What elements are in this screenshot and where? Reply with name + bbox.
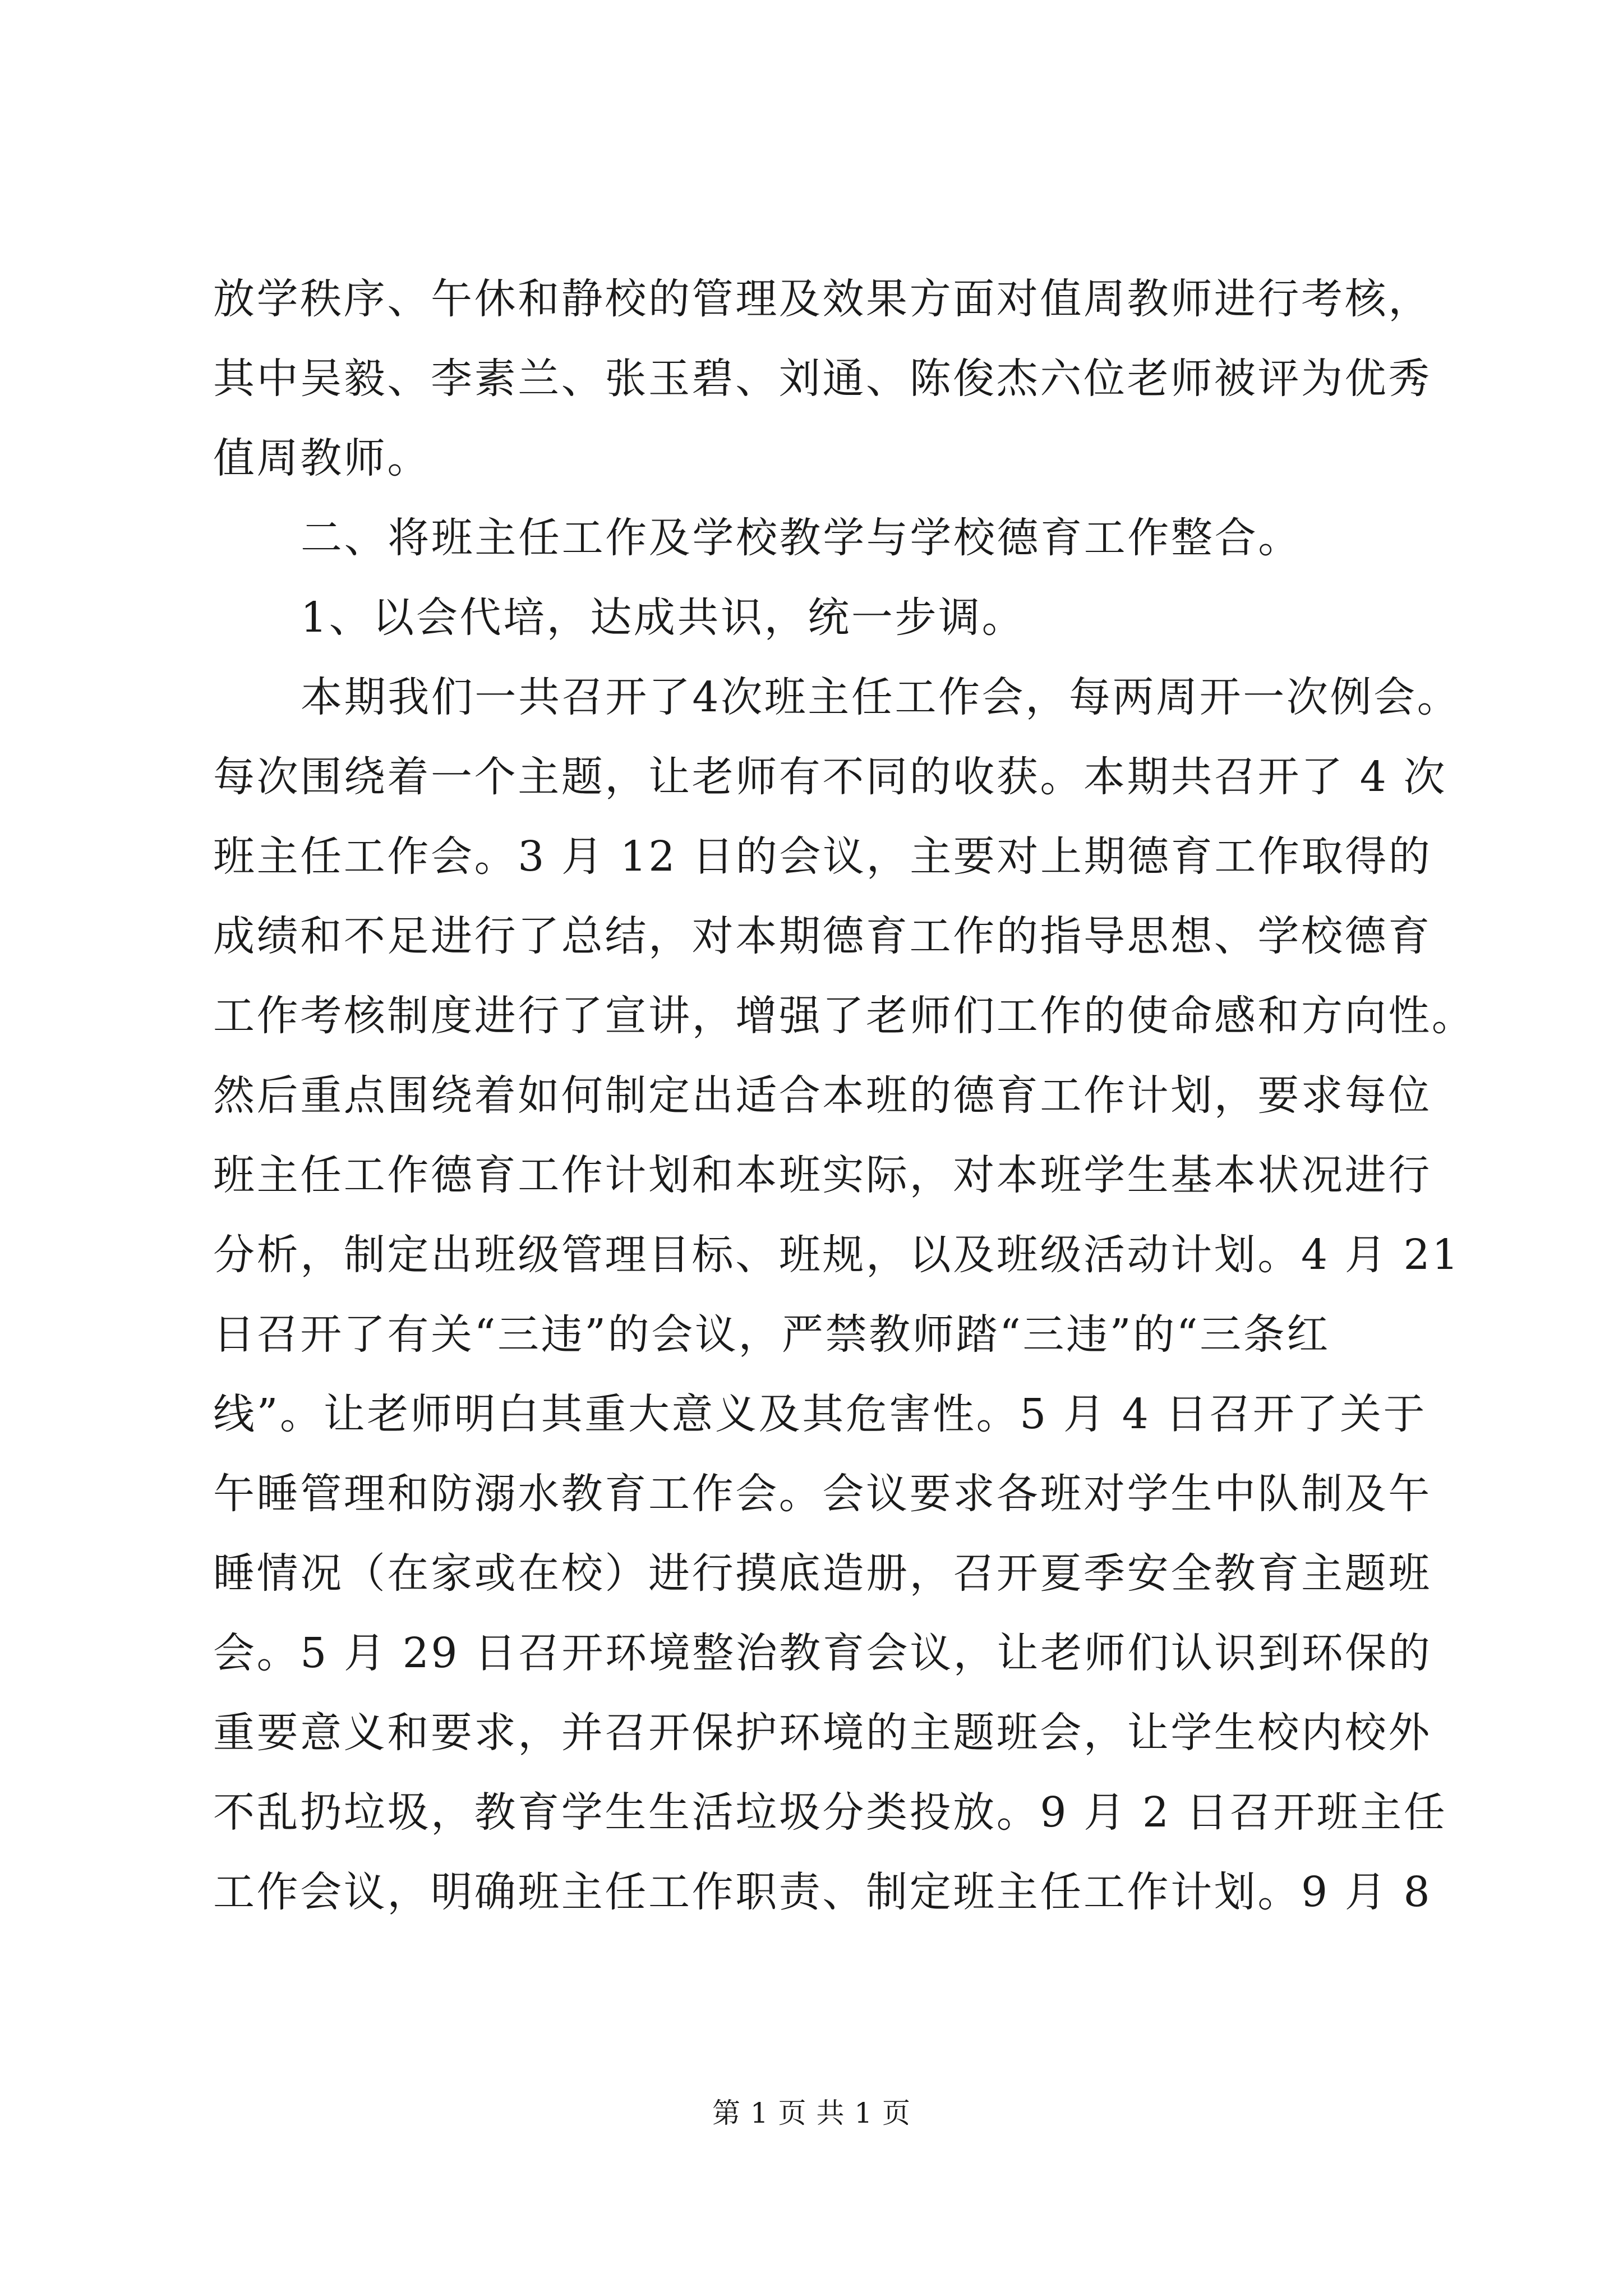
page-number-label: 第 1 页 共 1 页: [712, 2097, 911, 2129]
text-line: 其中吴毅、李素兰、张玉碧、刘通、陈俊杰六位老师被评为优秀: [213, 355, 1432, 403]
text-line: 成绩和不足进行了总结，对本期德育工作的指导思想、学校德育: [213, 912, 1432, 960]
text-line: 午睡管理和防溺水教育工作会。会议要求各班对学生中队制及午: [213, 1470, 1432, 1518]
text-line: 值周教师。: [213, 434, 431, 482]
page-footer: [0, 2093, 1623, 2133]
text-line: 本期我们一共召开了4次班主任工作会，每两周开一次例会。: [301, 673, 1461, 721]
section-heading: 二、将班主任工作及学校教学与学校德育工作整合。: [301, 514, 1302, 562]
text-line: 分析，制定出班级管理目标、班规，以及班级活动计划。4 月 21: [213, 1231, 1460, 1279]
text-line: 放学秩序、午休和静校的管理及效果方面对值周教师进行考核，: [213, 275, 1432, 323]
text-line: 然后重点围绕着如何制定出适合本班的德育工作计划，要求每位: [213, 1071, 1432, 1120]
text-line: 班主任工作德育工作计划和本班实际，对本班学生基本状况进行: [213, 1151, 1432, 1199]
text-line: 重要意义和要求，并召开保护环境的主题班会，让学生校内校外: [213, 1709, 1432, 1757]
subsection-heading: 1、以会代培，达成共识，统一步调。: [301, 593, 1026, 642]
text-line: 不乱扔垃圾，教育学生生活垃圾分类投放。9 月 2 日召开班主任: [213, 1788, 1447, 1837]
text-line: 睡情况（在家或在校）进行摸底造册，召开夏季安全教育主题班: [213, 1549, 1432, 1598]
text-line: 线”。让老师明白其重大意义及其危害性。5 月 4 日召开了关于: [213, 1390, 1427, 1438]
text-line: 工作考核制度进行了宣讲，增强了老师们工作的使命感和方向性。: [213, 992, 1476, 1040]
text-line: 每次围绕着一个主题，让老师有不同的收获。本期共召开了 4 次: [213, 753, 1447, 801]
text-line: 工作会议，明确班主任工作职责、制定班主任工作计划。9 月 8: [213, 1868, 1432, 1916]
text-line: 班主任工作会。3 月 12 日的会议，主要对上期德育工作取得的: [213, 832, 1432, 881]
text-line: 会。5 月 29 日召开环境整治教育会议，让老师们认识到环保的: [213, 1629, 1432, 1677]
text-line: 日召开了有关“三违”的会议，严禁教师踏“三违”的“三条红: [213, 1310, 1330, 1359]
document-body: [213, 259, 1476, 1932]
